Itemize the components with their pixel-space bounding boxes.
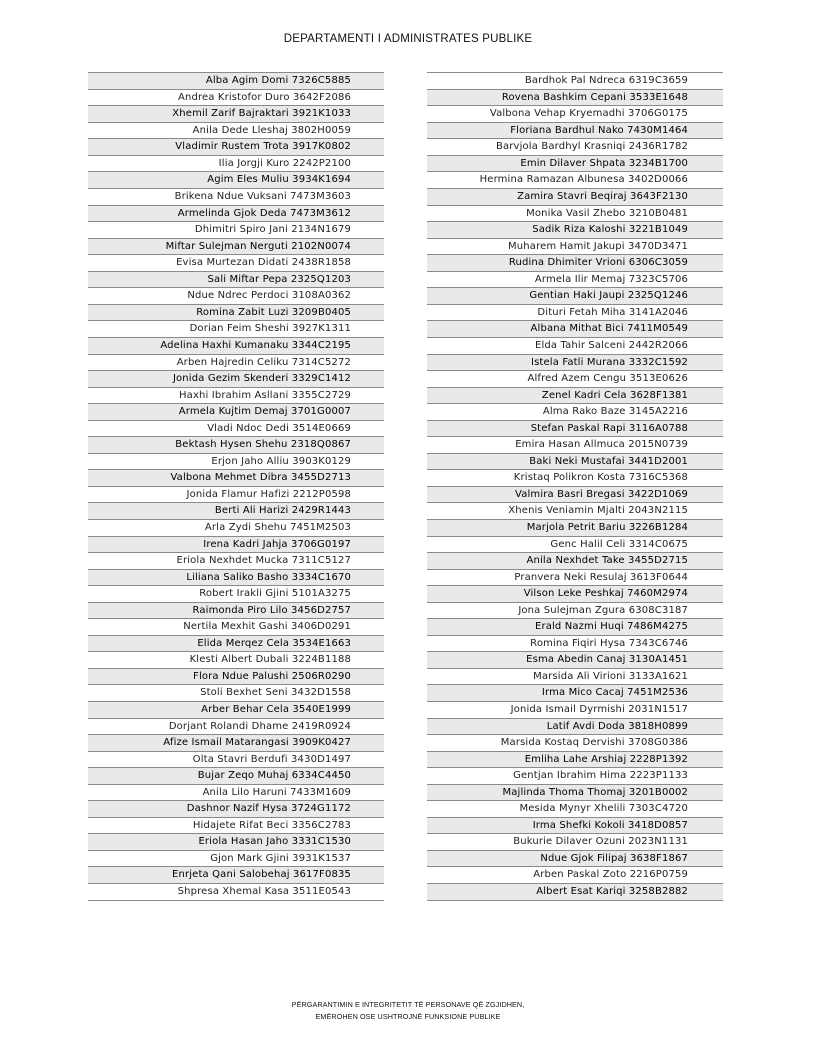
list-item: Hidajete Rifat Beci 3356C2783 <box>88 818 384 835</box>
footer-line-1: PËRGARANTIMIN E INTEGRITETIT TË PERSONAVE QË ZGJIDHEN, <box>291 1000 525 1009</box>
list-item: Elda Tahir Salceni 2442R2066 <box>427 338 723 355</box>
list-item: Adelina Haxhi Kumanaku 3344C2195 <box>88 338 384 355</box>
list-item: Marsida Ali Virioni 3133A1621 <box>427 669 723 686</box>
list-item: Emin Dilaver Shpata 3234B1700 <box>427 156 723 173</box>
list-item: Kristaq Polikron Kosta 7316C5368 <box>427 470 723 487</box>
list-item: Armela Kujtim Demaj 3701G0007 <box>88 404 384 421</box>
list-item: Majlinda Thoma Thomaj 3201B0002 <box>427 785 723 802</box>
list-item: Anila Dede Lleshaj 3802H0059 <box>88 123 384 140</box>
list-item: Stefan Paskal Rapi 3116A0788 <box>427 421 723 438</box>
list-item: Muharem Hamit Jakupi 3470D3471 <box>427 239 723 256</box>
list-item: Irma Mico Cacaj 7451M2536 <box>427 685 723 702</box>
list-item: Dorjant Rolandi Dhame 2419R0924 <box>88 719 384 736</box>
list-item: Vladi Ndoc Dedi 3514E0669 <box>88 421 384 438</box>
list-item: Alma Rako Baze 3145A2216 <box>427 404 723 421</box>
list-item: Mesida Mynyr Xhelili 7303C4720 <box>427 801 723 818</box>
list-item: Stoli Bexhet Seni 3432D1558 <box>88 685 384 702</box>
list-item: Ndue Ndrec Perdoci 3108A0362 <box>88 288 384 305</box>
list-item: Barvjola Bardhyl Krasniqi 2436R1782 <box>427 139 723 156</box>
list-item: Emliha Lahe Arshiaj 2228P1392 <box>427 752 723 769</box>
list-item: Romina Fiqiri Hysa 7343C6746 <box>427 636 723 653</box>
list-item: Valmira Basri Bregasi 3422D1069 <box>427 487 723 504</box>
list-item: Rudina Dhimiter Vrioni 6306C3059 <box>427 255 723 272</box>
list-item: Irena Kadri Jahja 3706G0197 <box>88 537 384 554</box>
list-item: Rovena Bashkim Cepani 3533E1648 <box>427 90 723 107</box>
list-item: Gentjan Ibrahim Hima 2223P1133 <box>427 768 723 785</box>
list-item: Flora Ndue Palushi 2506R0290 <box>88 669 384 686</box>
left-name-list <box>88 72 384 901</box>
list-item: Dhimitri Spiro Jani 2134N1679 <box>88 222 384 239</box>
list-item: Elida Merqez Cela 3534E1663 <box>88 636 384 653</box>
list-item: Dashnor Nazif Hysa 3724G1172 <box>88 801 384 818</box>
list-item: Klesti Albert Dubali 3224B1188 <box>88 652 384 669</box>
list-item: Shpresa Xhemal Kasa 3511E0543 <box>88 884 384 901</box>
list-item: Valbona Vehap Kryemadhi 3706G0175 <box>427 106 723 123</box>
list-item: Armelinda Gjok Deda 7473M3612 <box>88 206 384 223</box>
list-item: Bukurie Dilaver Ozuni 2023N1131 <box>427 834 723 851</box>
list-item: Albert Esat Kariqi 3258B2882 <box>427 884 723 901</box>
list-item: Eriola Hasan Jaho 3331C1530 <box>88 834 384 851</box>
list-item: Vladimir Rustem Trota 3917K0802 <box>88 139 384 156</box>
list-item: Romina Zabit Luzi 3209B0405 <box>88 305 384 322</box>
list-item: Alba Agim Domi 7326C5885 <box>88 72 384 90</box>
list-item: Vilson Leke Peshkaj 7460M2974 <box>427 586 723 603</box>
list-item: Jonida Flamur Hafizi 2212P0598 <box>88 487 384 504</box>
list-item: Alfred Azem Cengu 3513E0626 <box>427 371 723 388</box>
list-item: Floriana Bardhul Nako 7430M1464 <box>427 123 723 140</box>
list-item: Jona Sulejman Zgura 6308C3187 <box>427 603 723 620</box>
list-item: Irma Shefki Kokoli 3418D0857 <box>427 818 723 835</box>
list-item: Xhenis Veniamin Mjalti 2043N2115 <box>427 503 723 520</box>
list-item: Jonida Gezim Skenderi 3329C1412 <box>88 371 384 388</box>
list-item: Nertila Mexhit Gashi 3406D0291 <box>88 619 384 636</box>
list-item: Armela Ilir Memaj 7323C5706 <box>427 272 723 289</box>
list-item: Esma Abedin Canaj 3130A1451 <box>427 652 723 669</box>
right-name-list <box>427 72 723 901</box>
list-item: Hermina Ramazan Albunesa 3402D0066 <box>427 172 723 189</box>
list-item: Enrjeta Qani Salobehaj 3617F0835 <box>88 867 384 884</box>
list-item: Marsida Kostaq Dervishi 3708G0386 <box>427 735 723 752</box>
list-item: Zenel Kadri Cela 3628F1381 <box>427 388 723 405</box>
list-item: Marjola Petrit Bariu 3226B1284 <box>427 520 723 537</box>
list-item: Monika Vasil Zhebo 3210B0481 <box>427 206 723 223</box>
list-item: Arla Zydi Shehu 7451M2503 <box>88 520 384 537</box>
list-item: Bujar Zeqo Muhaj 6334C4450 <box>88 768 384 785</box>
list-item: Andrea Kristofor Duro 3642F2086 <box>88 90 384 107</box>
list-item: Arben Paskal Zoto 2216P0759 <box>427 867 723 884</box>
list-item: Bektash Hysen Shehu 2318Q0867 <box>88 437 384 454</box>
list-item: Olta Stavri Berdufi 3430D1497 <box>88 752 384 769</box>
list-item: Afize Ismail Matarangasi 3909K0427 <box>88 735 384 752</box>
list-item: Valbona Mehmet Dibra 3455D2713 <box>88 470 384 487</box>
list-item: Anila Lilo Haruni 7433M1609 <box>88 785 384 802</box>
list-item: Gentian Haki Jaupi 2325Q1246 <box>427 288 723 305</box>
list-item: Gjon Mark Gjini 3931K1537 <box>88 851 384 868</box>
list-item: Evisa Murtezan Didati 2438R1858 <box>88 255 384 272</box>
list-item: Sali Miftar Pepa 2325Q1203 <box>88 272 384 289</box>
list-item: Liliana Saliko Basho 3334C1670 <box>88 570 384 587</box>
footer <box>0 999 816 1023</box>
list-item: Robert Irakli Gjini 5101A3275 <box>88 586 384 603</box>
list-item: Bardhok Pal Ndreca 6319C3659 <box>427 72 723 90</box>
list-item: Pranvera Neki Resulaj 3613F0644 <box>427 570 723 587</box>
list-item: Arber Behar Cela 3540E1999 <box>88 702 384 719</box>
list-item: Dorian Feim Sheshi 3927K1311 <box>88 321 384 338</box>
list-item: Baki Neki Mustafai 3441D2001 <box>427 454 723 471</box>
list-item: Haxhi Ibrahim Asllani 3355C2729 <box>88 388 384 405</box>
list-item: Erald Nazmi Huqi 7486M4275 <box>427 619 723 636</box>
list-item: Istela Fatli Murana 3332C1592 <box>427 355 723 372</box>
list-item: Xhemil Zarif Bajraktari 3921K1033 <box>88 106 384 123</box>
footer-line-2: EMËROHEN OSE USHTROJNË FUNKSIONE PUBLIKE <box>315 1012 501 1021</box>
list-item: Agim Eles Muliu 3934K1694 <box>88 172 384 189</box>
list-item: Jonida Ismail Dyrmishi 2031N1517 <box>427 702 723 719</box>
list-item: Eriola Nexhdet Mucka 7311C5127 <box>88 553 384 570</box>
list-item: Ilia Jorgji Kuro 2242P2100 <box>88 156 384 173</box>
list-item: Brikena Ndue Vuksani 7473M3603 <box>88 189 384 206</box>
list-item: Dituri Fetah Miha 3141A2046 <box>427 305 723 322</box>
list-item: Zamira Stavri Beqiraj 3643F2130 <box>427 189 723 206</box>
list-item: Ndue Gjok Filipaj 3638F1867 <box>427 851 723 868</box>
list-item: Erjon Jaho Alliu 3903K0129 <box>88 454 384 471</box>
list-item: Raimonda Piro Lilo 3456D2757 <box>88 603 384 620</box>
list-item: Genc Halil Celi 3314C0675 <box>427 537 723 554</box>
list-item: Latif Avdi Doda 3818H0899 <box>427 719 723 736</box>
list-item: Albana Mithat Bici 7411M0549 <box>427 321 723 338</box>
list-item: Miftar Sulejman Nerguti 2102N0074 <box>88 239 384 256</box>
list-item: Arben Hajredin Celiku 7314C5272 <box>88 355 384 372</box>
list-item: Emira Hasan Allmuca 2015N0739 <box>427 437 723 454</box>
list-item: Anila Nexhdet Take 3455D2715 <box>427 553 723 570</box>
list-item: Sadik Riza Kaloshi 3221B1049 <box>427 222 723 239</box>
list-item: Berti Ali Harizi 2429R1443 <box>88 503 384 520</box>
page-title: DEPARTAMENTI I ADMINISTRATES PUBLIKE <box>283 33 533 45</box>
